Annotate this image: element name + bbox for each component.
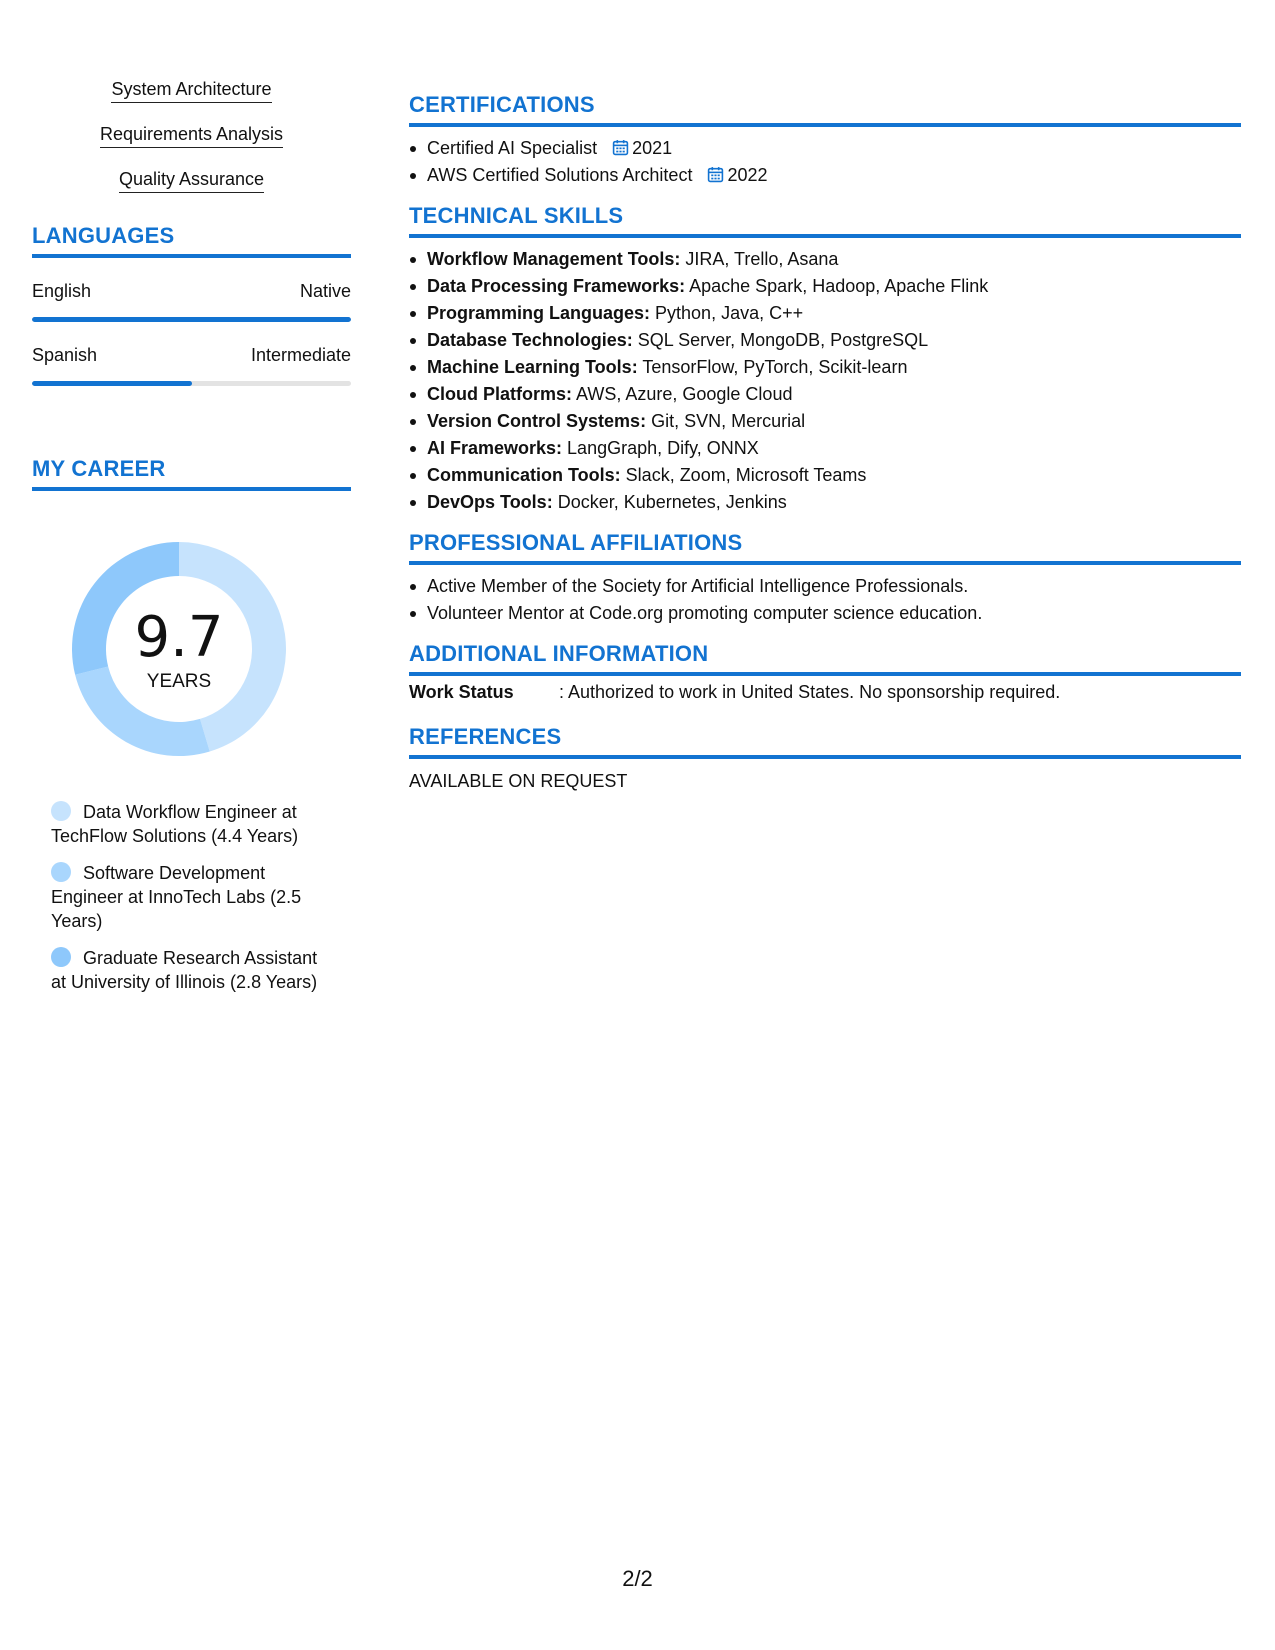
career-legend [51, 800, 331, 994]
legend-dot [51, 862, 71, 882]
skill-item [427, 327, 1241, 354]
skill-item [427, 435, 1241, 462]
skill-item [427, 381, 1241, 408]
skill-values: Docker, Kubernetes, Jenkins [552, 492, 787, 512]
affiliations-heading: PROFESSIONAL AFFILIATIONS [409, 530, 1241, 565]
skill-tags [32, 78, 351, 213]
certifications-list [409, 135, 1241, 189]
skill-values: JIRA, Trello, Asana [680, 249, 839, 269]
language-level: Intermediate [250, 345, 351, 365]
skill-category: Version Control Systems: [427, 411, 647, 431]
certification-item [427, 135, 1241, 162]
certification-item [427, 162, 1241, 189]
skill-item [427, 354, 1241, 381]
skill-item [427, 246, 1241, 273]
legend-dot [51, 801, 71, 821]
skill-values: SQL Server, MongoDB, PostgreSQL [632, 330, 929, 350]
skill-category: Workflow Management Tools: [427, 249, 681, 269]
career-legend-label: Software Development Engineer at InnoTech Labs (2.5 Years) [51, 863, 302, 931]
calendar-icon [707, 166, 724, 183]
affiliations-list [409, 573, 1241, 627]
language-name: English [32, 281, 92, 301]
affiliation-item: Volunteer Mentor at Code.org promoting computer science education. [427, 600, 1241, 627]
language-proficiency-fill [32, 317, 351, 322]
career-legend-item [51, 800, 331, 848]
skill-values: Git, SVN, Mercurial [646, 411, 806, 431]
career-total-unit: YEARS [146, 671, 212, 692]
skill-item [427, 489, 1241, 516]
language-proficiency-bar [32, 381, 351, 386]
language-proficiency-fill [32, 381, 192, 386]
language-item [32, 280, 351, 322]
skill-values: Python, Java, C++ [650, 303, 804, 323]
language-proficiency-bar [32, 317, 351, 322]
career-total-number: 9.7 [134, 605, 224, 670]
left-column [32, 78, 351, 1007]
career-legend-item [51, 861, 331, 933]
skill-values: AWS, Azure, Google Cloud [572, 384, 793, 404]
language-level: Native [299, 281, 351, 301]
career-heading: MY CAREER [32, 456, 351, 491]
references-text: AVAILABLE ON REQUEST [409, 771, 628, 791]
languages-heading: LANGUAGES [32, 223, 351, 258]
skill-category: DevOps Tools: [427, 492, 553, 512]
skill-values: Slack, Zoom, Microsoft Teams [620, 465, 867, 485]
skill-category: Programming Languages: [427, 303, 651, 323]
right-column [409, 92, 1241, 793]
language-item [32, 344, 351, 386]
work-status-value: : Authorized to work in United States. No sponsorship required. [559, 682, 1061, 702]
work-status-row [409, 680, 1241, 704]
page-number: 2/2 [622, 1566, 653, 1591]
skill-item [427, 408, 1241, 435]
certification-name: Certified AI Specialist [427, 138, 598, 158]
skill-category: Cloud Platforms: [427, 384, 573, 404]
skill-tag: Requirements Analysis [100, 123, 283, 148]
certifications-heading: CERTIFICATIONS [409, 92, 1241, 127]
calendar-icon [612, 139, 629, 156]
career-legend-item [51, 946, 331, 994]
legend-dot [51, 947, 71, 967]
skill-category: Machine Learning Tools: [427, 357, 638, 377]
skill-category: AI Frameworks: [427, 438, 563, 458]
skill-values: Apache Spark, Hadoop, Apache Flink [685, 276, 989, 296]
certification-year: 2021 [632, 138, 673, 158]
career-legend-label: Graduate Research Assistant at University of Illinois (2.8 Years) [51, 948, 318, 992]
skill-item [427, 462, 1241, 489]
additional-info-heading: ADDITIONAL INFORMATION [409, 641, 1241, 676]
skill-item [427, 300, 1241, 327]
technical-skills-list [409, 246, 1241, 516]
skill-category: Data Processing Frameworks: [427, 276, 686, 296]
skill-category: Communication Tools: [427, 465, 621, 485]
skill-values: TensorFlow, PyTorch, Scikit-learn [637, 357, 908, 377]
career-total [64, 605, 294, 694]
skill-item [427, 273, 1241, 300]
skill-values: LangGraph, Dify, ONNX [562, 438, 759, 458]
skill-tag: System Architecture [111, 78, 271, 103]
career-donut-chart [64, 534, 294, 764]
skill-category: Database Technologies: [427, 330, 633, 350]
work-status-label: Work Status [409, 682, 514, 702]
certification-year: 2022 [727, 165, 768, 185]
technical-skills-heading: TECHNICAL SKILLS [409, 203, 1241, 238]
certification-name: AWS Certified Solutions Architect [427, 165, 693, 185]
skill-tag: Quality Assurance [119, 168, 264, 193]
affiliation-item: Active Member of the Society for Artificial Intelligence Professionals. [427, 573, 1241, 600]
language-name: Spanish [32, 345, 98, 365]
references-heading: REFERENCES [409, 724, 1241, 759]
career-legend-label: Data Workflow Engineer at TechFlow Solutions (4.4 Years) [51, 802, 299, 846]
